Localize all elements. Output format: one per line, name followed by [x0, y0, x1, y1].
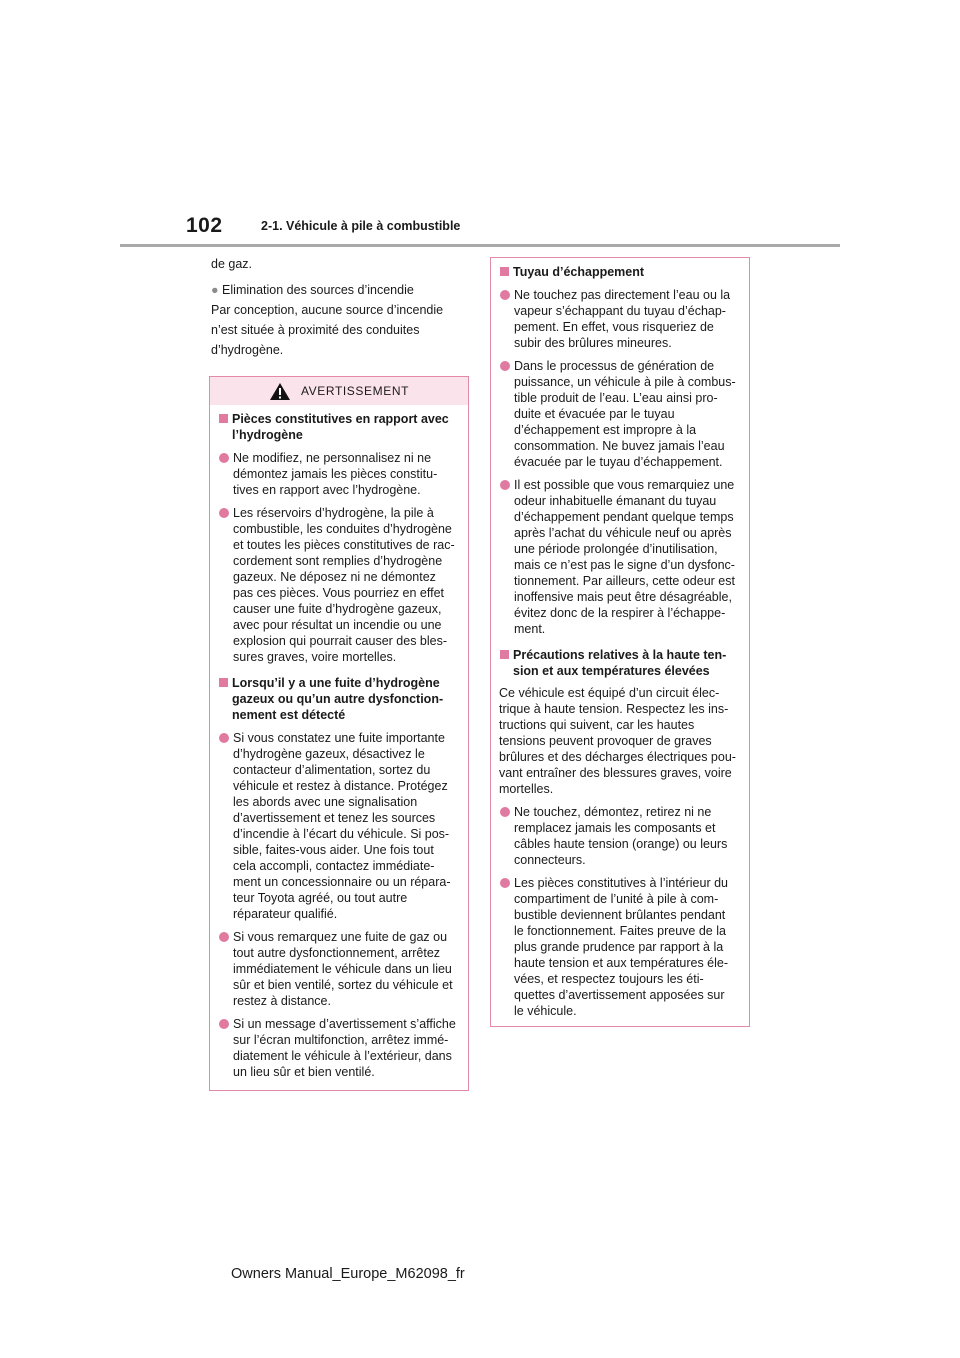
warning-box-header — [210, 377, 468, 405]
intro-line: d’hydrogène. — [211, 343, 284, 357]
circle-bullet-icon — [219, 508, 229, 518]
intro-continuation: de gaz. — [211, 257, 253, 271]
list-item: Ne touchez, démontez, retirez ni ne remplacez jamais les composants et câbles haute tension (orange) ou leurs connecteurs. — [499, 804, 741, 868]
list-item: Ne modifiez, ne personnalisez ni ne démontez jamais les pièces constitu- tives en rapport avec l’hydrogène. — [218, 450, 460, 498]
header-rule — [120, 244, 840, 247]
square-bullet-icon — [500, 267, 509, 276]
circle-bullet-icon — [219, 932, 229, 942]
list-item: Les réservoirs d’hydrogène, la pile à combustible, les conduites d’hydrogène et toutes les pièces constitutives de rac- cordement sont remplies d’hydrogène gazeux. Ne déposez ni ne démontez pas ces pièces. Vous pourriez en effet causer une fuite d’hydrogène gazeux, avec pour résultat un incendie ou une explosion qui pourrait causer des bles- sures graves, voire mortelles. — [218, 505, 460, 665]
intro-line: n’est située à proximité des conduites — [211, 323, 420, 337]
list-item: Les pièces constitutives à l’intérieur du compartiment de l’unité à pile à com- bustible deviennent brûlantes pendant le fonctionnement. Faites preuve de la plus grande prudence par rapport à la haute tension et aux températures éle- vées, et respectez toujours les éti- quettes d’avertissement apposées sur le véhicule. — [499, 875, 741, 1019]
circle-bullet-icon — [500, 480, 510, 490]
page-number: 102 — [186, 214, 223, 237]
square-bullet-icon — [500, 650, 509, 659]
section-paragraph: Ce véhicule est équipé d’un circuit élec- trique à haute tension. Respectez les ins- tructions qui suivent, car les hautes tensions peuvent provoquer de graves brûlures et des décharges électriques pou- vant entraîner des blessures graves, voire mortelles. — [499, 686, 736, 796]
circle-bullet-icon — [219, 1019, 229, 1029]
circle-bullet-icon — [500, 361, 510, 371]
list-item: Si vous remarquez une fuite de gaz ou tout autre dysfonctionnement, arrêtez immédiatement le véhicule dans un lieu sûr et bien ventilé, sortez du véhicule et restez à distance. — [218, 929, 460, 1009]
list-item: Si un message d’avertissement s’affiche sur l’écran multifonction, arrêtez immé- diatement le véhicule à l’extérieur, dans un lieu sûr et bien ventilé. — [218, 1016, 460, 1080]
list-item: Dans le processus de génération de puissance, un véhicule à pile à combus- tible produit de l’eau. L’eau ainsi pro- duite et évacuée par le tuyau d’échappement est impropre à la consommation. Ne buvez jamais l’eau évacuée par le tuyau d’échappement. — [499, 358, 741, 470]
section-heading: Tuyau d’échappement — [499, 264, 741, 280]
intro-text — [211, 254, 471, 360]
caution-box — [490, 257, 750, 1027]
list-item: Ne touchez pas directement l’eau ou la vapeur s’échappant du tuyau d’échap- pement. En effet, vous risqueriez de subir des brûlures mineures. — [499, 287, 741, 351]
circle-bullet-icon — [500, 807, 510, 817]
intro-bullet — [211, 280, 471, 300]
intro-bullet-title: Elimination des sources d’incendie — [222, 283, 414, 297]
square-bullet-icon — [219, 678, 228, 687]
warning-label: AVERTISSEMENT — [300, 384, 410, 398]
section-heading: Précautions relatives à la haute ten- sion et aux températures élevées — [499, 647, 741, 679]
square-bullet-icon — [219, 414, 228, 423]
list-item: Il est possible que vous remarquiez une odeur inhabituelle émanant du tuyau d’échappement pendant quelque temps après l’achat du véhicule neuf ou après une période prolongée d’inutilisation, mais ce n’est pas le signe d’un dysfonc- tionnement. Par ailleurs, cette odeur est inoffensive mais peut être désagréable, évitez donc de la respirer à l’échappe- ment. — [499, 477, 741, 637]
warning-box — [209, 376, 469, 1091]
section-heading: Pièces constitutives en rapport avec l’hydrogène — [218, 411, 460, 443]
circle-bullet-icon — [219, 453, 229, 463]
warning-triangle-icon — [269, 382, 291, 401]
section-title: 2-1. Véhicule à pile à combustible — [261, 219, 461, 233]
bullet-icon: ● — [211, 283, 219, 297]
footer-text: Owners Manual_Europe_M62098_fr — [231, 1266, 465, 1282]
list-item: Si vous constatez une fuite importante d’hydrogène gazeux, désactivez le contacteur d’alimentation, sortez du véhicule et restez à distance. Protégez les abords avec une signalisation d’avertissement et tenez les sources d’incendie à l’écart du véhicule. Si pos- sible, faites-vous aider. Une fois tout cela accompli, contactez immédiate- ment un concessionnaire ou un répara- teur Toyota agréé, ou tout autre réparateur qualifié. — [218, 730, 460, 922]
circle-bullet-icon — [500, 290, 510, 300]
circle-bullet-icon — [219, 733, 229, 743]
circle-bullet-icon — [500, 878, 510, 888]
intro-line: Par conception, aucune source d’incendie — [211, 303, 444, 317]
caution-box-body — [491, 258, 749, 1025]
warning-box-body — [210, 405, 468, 1086]
section-heading: Lorsqu’il y a une fuite d’hydrogène gazeux ou qu’un autre dysfonction- nement est détecté — [218, 675, 460, 723]
